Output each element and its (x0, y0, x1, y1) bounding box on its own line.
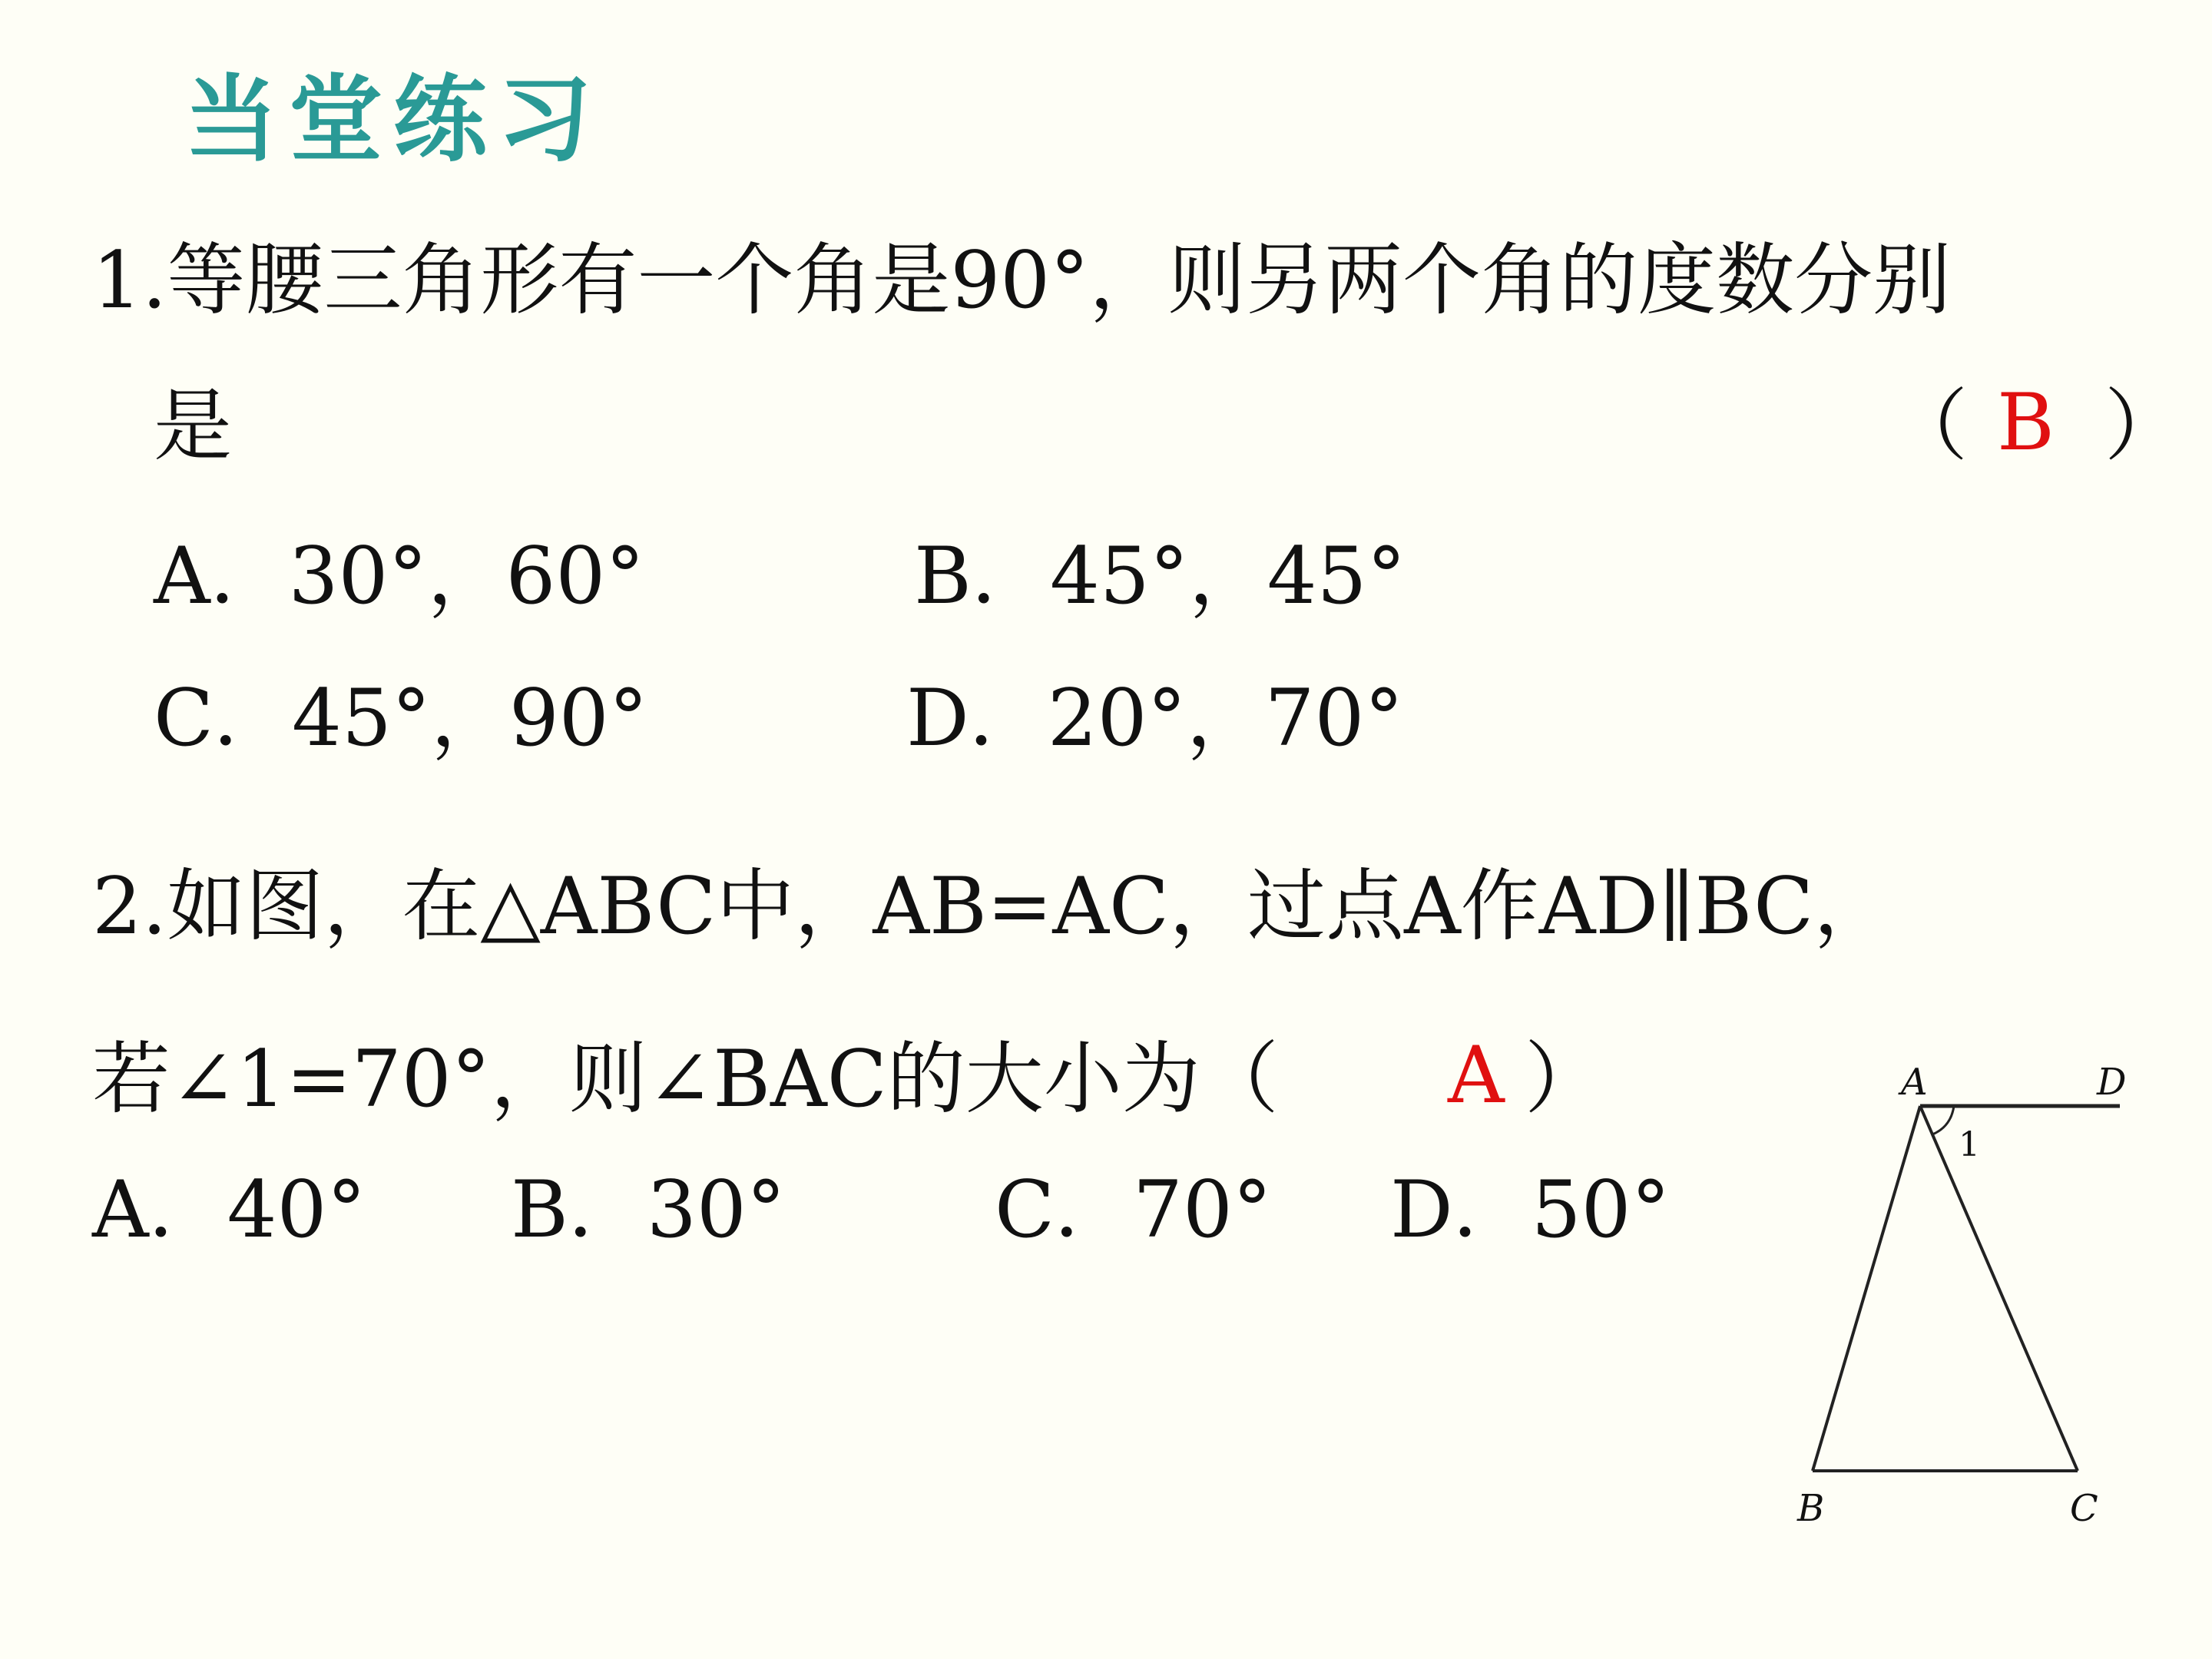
question-2-paren-close: ） (1525, 1034, 1603, 1125)
question-2-answer: A (1448, 1030, 1505, 1121)
question-2-option-d[interactable]: D．50° (1390, 1164, 1671, 1256)
label-d: D (2097, 1061, 2127, 1104)
angle-1-arc (1932, 1106, 1954, 1134)
question-2-option-c[interactable]: C．70° (995, 1164, 1272, 1256)
question-2-option-a[interactable]: A．40° (92, 1164, 366, 1256)
side-ac (1920, 1106, 2078, 1471)
question-1-option-a[interactable]: A．30°，60° (154, 531, 645, 622)
question-1-option-b[interactable]: B．45°，45° (914, 531, 1406, 622)
question-1-paren-open: （ (1889, 381, 1968, 472)
question-1-paren-close: ） (2104, 381, 2183, 472)
question-1-option-c[interactable]: C．45°，90° (154, 673, 648, 764)
question-2-line-1: 2.如图，在△ABC中，AB=AC，过点A作AD∥BC， (92, 861, 1892, 952)
label-b: B (1797, 1487, 1825, 1530)
label-a: A (1901, 1061, 1928, 1104)
question-1-line-2: 是 (154, 381, 232, 472)
question-1-option-d[interactable]: D．20°，70° (906, 673, 1404, 764)
question-2-line-2: 若∠1=70°，则∠BAC的大小为（ (92, 1034, 1279, 1125)
question-2-option-b[interactable]: B．30° (511, 1164, 786, 1256)
side-ab (1813, 1106, 1920, 1471)
page-title: 当堂练习 (184, 65, 602, 174)
label-c: C (2070, 1487, 2098, 1530)
question-1-line-1: 1.等腰三角形有一个角是90°，则另两个角的度数分别 (92, 235, 1952, 326)
label-angle-1: 1 (1959, 1125, 1980, 1164)
triangle-figure (1767, 1041, 2135, 1563)
question-1-answer: B (1997, 377, 2055, 469)
